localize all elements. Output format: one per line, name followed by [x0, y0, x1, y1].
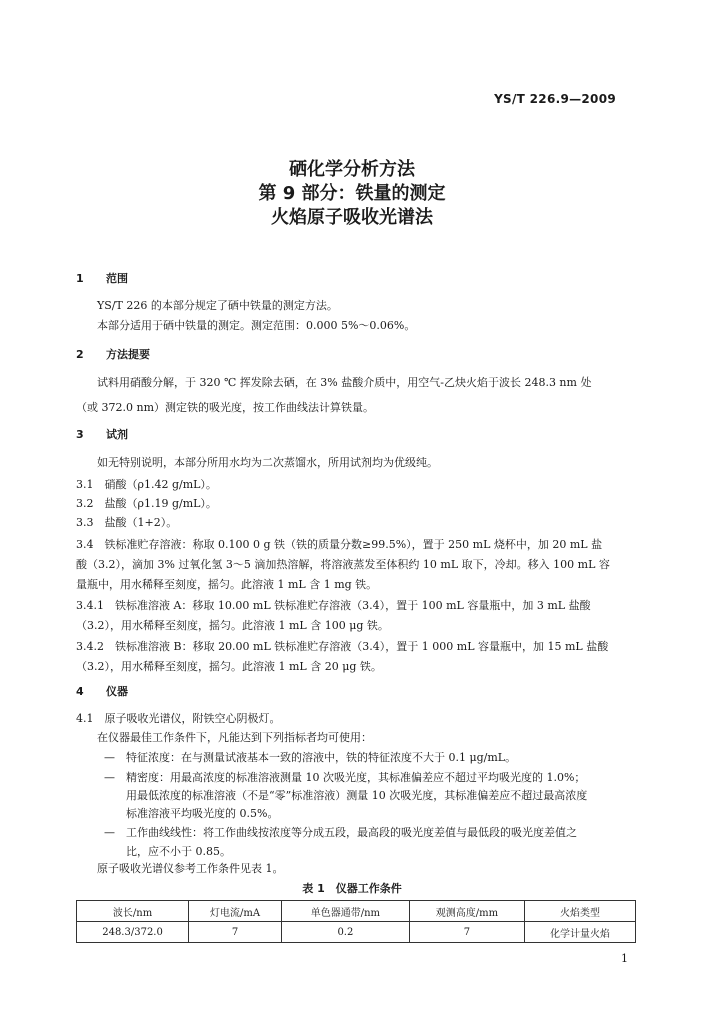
paragraph-line: 本部分适用于硒中铁量的测定。测定范围：0.000 5%～0.06%。 — [97, 319, 416, 332]
bullet-item-continued: 比，应不小于 0.85。 — [126, 845, 231, 858]
title-line-1: 硒化学分析方法 — [289, 159, 415, 180]
paragraph-line: 原子吸收光谱仪参考工作条件见表 1。 — [97, 862, 284, 875]
section-1-heading — [76, 272, 128, 286]
page-number: 1 — [621, 952, 628, 965]
bullet-item: 特征浓度：在与测量试液基本一致的溶液中，铁的特征浓度不大于 0.1 μg/mL。 — [126, 751, 517, 764]
paragraph-line: 试料用硝酸分解，于 320 ℃ 挥发除去硒，在 3% 盐酸介质中，用空气-乙炔火焰于波长 248.3 nm 处 — [97, 376, 592, 389]
section-number: 2 — [76, 348, 84, 361]
table-cell: 7 — [409, 922, 524, 943]
paragraph-line: 酸（3.2），滴加 3% 过氧化氢 3～5 滴加热溶解，将溶液蒸发至体积约 10 mL 取下，冷却。移入 100 mL 容 — [76, 558, 610, 571]
paragraph-line: YS/T 226 的本部分规定了硒中铁量的测定方法。 — [97, 299, 338, 312]
clause-3-1: 3.1 硝酸（ρ1.42 g/mL）。 — [76, 478, 217, 491]
section-title: 方法提要 — [106, 348, 150, 361]
table-cell: 0.2 — [281, 922, 409, 943]
title-line-2: 第 9 部分：铁量的测定 — [258, 183, 446, 204]
table-header-row — [77, 901, 636, 922]
table-header-cell: 观测高度/mm — [409, 901, 524, 922]
section-title: 试剂 — [106, 428, 128, 441]
table-row — [77, 922, 636, 943]
table-cell: 化学计量火焰 — [525, 922, 636, 943]
clause-3-3: 3.3 盐酸（1+2）。 — [76, 516, 178, 529]
paragraph-line: （3.2），用水稀释至刻度，摇匀。此溶液 1 mL 含 20 μg 铁。 — [76, 660, 382, 673]
paragraph-line: 量瓶中，用水稀释至刻度，摇匀。此溶液 1 mL 含 1 mg 铁。 — [76, 578, 378, 591]
table-header-cell: 火焰类型 — [525, 901, 636, 922]
table-header-cell: 灯电流/mA — [189, 901, 282, 922]
dash-bullet: — — [104, 751, 115, 764]
section-4-heading — [76, 685, 128, 699]
paragraph-line: （或 372.0 nm）测定铁的吸光度，按工作曲线法计算铁量。 — [76, 401, 374, 414]
bullet-item-continued: 用最低浓度的标准溶液（不是“零”标准溶液）测量 10 次吸光度，其标准偏差应不超过最高浓度 — [126, 789, 588, 802]
clause-3-2: 3.2 盐酸（ρ1.19 g/mL）。 — [76, 497, 217, 510]
table-header-cell: 波长/nm — [77, 901, 189, 922]
section-number: 4 — [76, 685, 84, 698]
section-2-heading — [76, 348, 150, 362]
instrument-conditions-table — [76, 900, 636, 943]
clause-3-4-1: 3.4.1 铁标准溶液 A：移取 10.00 mL 铁标准贮存溶液（3.4），置于 100 mL 容量瓶中，加 3 mL 盐酸 — [76, 599, 591, 612]
clause-3-4: 3.4 铁标准贮存溶液：称取 0.100 0 g 铁（铁的质量分数≥99.5%），置于 250 mL 烧杯中，加 20 mL 盐 — [76, 538, 603, 551]
section-title: 范围 — [106, 272, 128, 285]
bullet-item: 精密度：用最高浓度的标准溶液测量 10 次吸光度，其标准偏差应不超过平均吸光度的 1.0%； — [126, 771, 586, 784]
section-number: 1 — [76, 272, 84, 285]
dash-bullet: — — [104, 826, 115, 839]
table-caption: 表 1 仪器工作条件 — [302, 882, 402, 895]
bullet-item: 工作曲线线性：将工作曲线按浓度等分成五段，最高段的吸光度差值与最低段的吸光度差值之 — [126, 826, 577, 839]
section-number: 3 — [76, 428, 84, 441]
bullet-item-continued: 标准溶液平均吸光度的 0.5%。 — [126, 807, 279, 820]
section-title: 仪器 — [106, 685, 128, 698]
dash-bullet: — — [104, 771, 115, 784]
title-line-3: 火焰原子吸收光谱法 — [271, 207, 433, 228]
clause-4-1: 4.1 原子吸收光谱仪，附铁空心阴极灯。 — [76, 712, 281, 725]
paragraph-line: 如无特别说明，本部分所用水均为二次蒸馏水，所用试剂均为优级纯。 — [97, 456, 438, 469]
table-header-cell: 单色器通带/nm — [281, 901, 409, 922]
table-cell: 248.3/372.0 — [77, 922, 189, 943]
table-cell: 7 — [189, 922, 282, 943]
section-3-heading — [76, 428, 128, 442]
paragraph-line: 在仪器最佳工作条件下，凡能达到下列指标者均可使用： — [97, 731, 372, 744]
clause-3-4-2: 3.4.2 铁标准溶液 B：移取 20.00 mL 铁标准贮存溶液（3.4），置于 1 000 mL 容量瓶中，加 15 mL 盐酸 — [76, 640, 609, 653]
standard-number: YS/T 226.9—2009 — [494, 92, 616, 106]
paragraph-line: （3.2），用水稀释至刻度，摇匀。此溶液 1 mL 含 100 μg 铁。 — [76, 619, 389, 632]
